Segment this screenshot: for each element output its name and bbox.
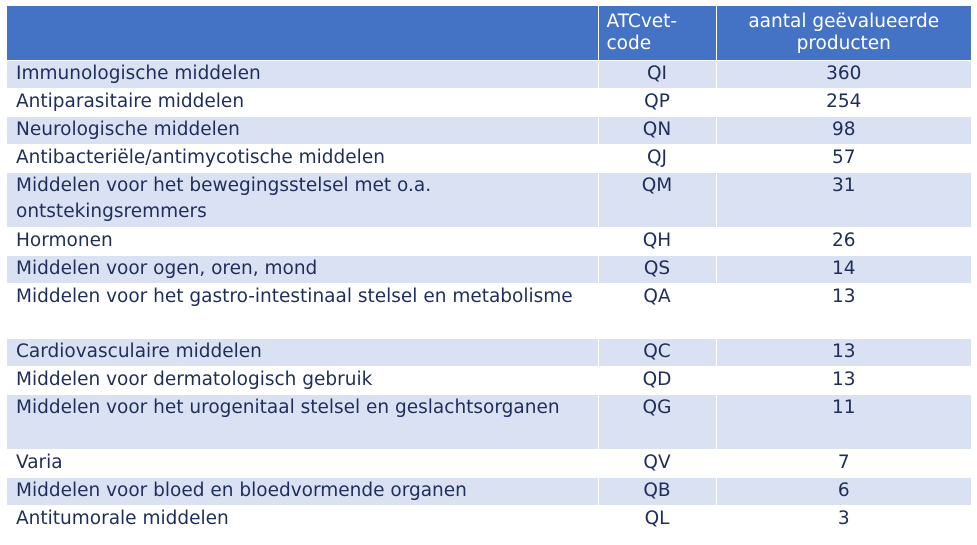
row-code: QH: [598, 228, 716, 256]
row-code: QA: [598, 284, 716, 339]
row-count: 360: [716, 61, 971, 89]
table-row: [7, 89, 971, 117]
row-name: Middelen voor dermatologisch gebruik: [7, 367, 598, 395]
header-name-cell: [7, 6, 598, 61]
header-count-line1: aantal geëvalueerde: [748, 11, 940, 32]
row-name: Middelen voor ogen, oren, mond: [7, 256, 598, 284]
row-count: 13: [716, 284, 971, 339]
row-code: QG: [598, 395, 716, 450]
table-row: [7, 395, 971, 450]
table-row: [7, 367, 971, 395]
row-count: 13: [716, 367, 971, 395]
row-code: QC: [598, 339, 716, 367]
row-count: 57: [716, 145, 971, 173]
table-body: [7, 61, 971, 534]
table-row: [7, 173, 971, 228]
row-name: Varia: [7, 450, 598, 478]
row-count: 6: [716, 478, 971, 506]
atcvet-table: [7, 6, 971, 533]
row-count: 13: [716, 339, 971, 367]
row-name: Cardiovasculaire middelen: [7, 339, 598, 367]
row-name-cell: [7, 173, 598, 228]
row-count: 14: [716, 256, 971, 284]
table-row: [7, 478, 971, 506]
row-count: 11: [716, 395, 971, 450]
row-code: QL: [598, 506, 716, 534]
row-code: QN: [598, 117, 716, 145]
row-name: Antiparasitaire middelen: [7, 89, 598, 117]
row-code: QS: [598, 256, 716, 284]
table-row: [7, 256, 971, 284]
row-name: Middelen voor het gastro-intestinaal stelsel en metabolisme: [16, 286, 573, 307]
row-count: 3: [716, 506, 971, 534]
table-header: [7, 6, 971, 61]
header-count-cell: [716, 6, 971, 61]
table-row: [7, 117, 971, 145]
row-count: 31: [716, 173, 971, 228]
row-code: QM: [598, 173, 716, 228]
header-code-line2: code: [606, 33, 652, 54]
row-name: Immunologische middelen: [7, 61, 598, 89]
table-row: [7, 506, 971, 534]
atcvet-table-container: [7, 6, 971, 533]
table-row: [7, 61, 971, 89]
row-count: 98: [716, 117, 971, 145]
table-row: [7, 450, 971, 478]
row-name: Antibacteriële/antimycotische middelen: [7, 145, 598, 173]
row-count: 7: [716, 450, 971, 478]
row-code: QP: [598, 89, 716, 117]
table-row: [7, 145, 971, 173]
row-code: QV: [598, 450, 716, 478]
row-name: Antitumorale middelen: [7, 506, 598, 534]
header-code-cell: [598, 6, 716, 61]
row-name: Hormonen: [7, 228, 598, 256]
row-count: 26: [716, 228, 971, 256]
row-code: QB: [598, 478, 716, 506]
row-name: Middelen voor het urogenitaal stelsel en geslachtsorganen: [16, 397, 560, 418]
row-code: QD: [598, 367, 716, 395]
row-name-cell: [7, 395, 598, 450]
row-name-cell: [7, 284, 598, 339]
row-name: Middelen voor bloed en bloedvormende organen: [7, 478, 598, 506]
row-count: 254: [716, 89, 971, 117]
table-row: [7, 228, 971, 256]
header-row: [7, 6, 971, 61]
table-row: [7, 284, 971, 339]
row-code: QI: [598, 61, 716, 89]
header-count-line2: producten: [796, 33, 891, 54]
row-name: Middelen voor het bewegingsstelsel met o.a. ontstekingsremmers: [16, 175, 432, 222]
row-code: QJ: [598, 145, 716, 173]
row-name: Neurologische middelen: [7, 117, 598, 145]
table-row: [7, 339, 971, 367]
header-code-line1: ATCvet-: [606, 11, 678, 32]
